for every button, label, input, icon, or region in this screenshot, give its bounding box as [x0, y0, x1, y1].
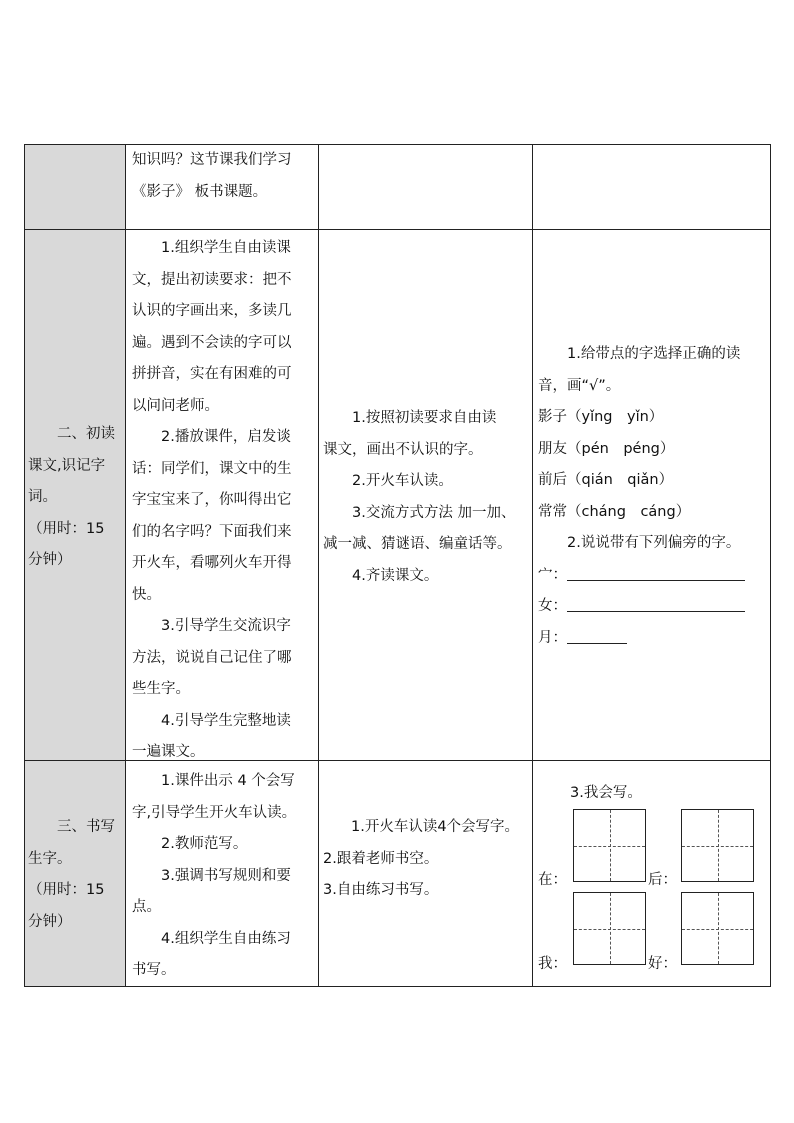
student-activity-cell [319, 761, 533, 986]
text-line: 2.开火车认读。 [352, 473, 453, 489]
radical-label: 女： [538, 598, 567, 614]
text-line: 4.引导学生完整地读 [161, 712, 291, 729]
text-line: 一遍课文。 [132, 744, 205, 760]
radical-line [538, 623, 770, 655]
text-line: 2.播放课件，启发谈 [161, 429, 291, 445]
text-line: 音，画“√”。 [538, 377, 621, 394]
radical-line [538, 560, 770, 592]
text-line: 1.按照初读要求自由读 [352, 410, 497, 426]
text-line: 课文，画出不认识的字。 [323, 441, 483, 458]
stage-duration: 分钟） [28, 552, 72, 568]
stage-duration: （用时：15 [28, 520, 105, 537]
text-line: 《影子》 板书课题。 [132, 183, 268, 200]
text-line: 书写。 [132, 962, 176, 978]
writing-grid[interactable] [573, 809, 646, 882]
stage-cell [25, 230, 126, 760]
text-line: 知识吗？这节课我们学习 [132, 152, 292, 168]
text-line: 快。 [132, 586, 161, 603]
lesson-table [24, 144, 771, 987]
pinyin-choice: 影子（yǐng yǐn） [538, 409, 664, 425]
text-line: 2.跟着老师书空。 [323, 850, 439, 867]
stage-title: 生字。 [28, 850, 72, 867]
exercise-cell [533, 230, 770, 760]
text-line: 减一减、猜谜语、编童话等。 [323, 536, 512, 552]
stage-cell [25, 145, 126, 229]
text-line: 以问问老师。 [132, 397, 219, 414]
teacher-activity-cell [126, 145, 319, 229]
exercise-cell [533, 761, 770, 986]
text-line: 话：同学们，课文中的生 [132, 460, 292, 477]
text-line: 1.给带点的字选择正确的读 [567, 346, 741, 362]
answer-line [567, 623, 627, 644]
text-line: 3.自由练习书写。 [323, 882, 439, 898]
text-line: 方法，说说自己记住了哪 [132, 649, 292, 666]
text-line: 文，提出初读要求：把不 [132, 271, 292, 288]
text-line: 2.说说带有下列偏旁的字。 [567, 535, 741, 551]
radical-line [538, 591, 770, 623]
stage-title: 三、书写 [57, 819, 115, 835]
text-line: 些生字。 [132, 681, 190, 697]
text-line: 认识的字画出来，多读几 [132, 303, 292, 319]
text-line: 开火车，看哪列火车开得 [132, 555, 292, 571]
stage-title: 词。 [28, 489, 57, 505]
student-activity-cell [319, 230, 533, 760]
text-line: 点。 [132, 899, 161, 915]
stage-title: 二、初读 [57, 426, 115, 442]
text-line: 1.开火车认读4个会写字。 [351, 819, 520, 835]
stage-duration: 分钟） [28, 913, 72, 930]
pinyin-choice: 前后（qián qiǎn） [538, 472, 674, 488]
table-row [25, 230, 770, 761]
writing-grid[interactable] [681, 809, 754, 882]
pinyin-choice: 朋友（pén péng） [538, 440, 675, 457]
answer-line [567, 591, 745, 612]
answer-line [567, 560, 745, 581]
table-row [25, 145, 770, 230]
text-line: 4.组织学生自由练习 [161, 930, 291, 947]
text-line: 3.交流方式方法 加一加、 [352, 504, 516, 521]
radical-label: 宀： [538, 566, 567, 583]
char-label: 在： [538, 872, 567, 888]
text-line: 们的名字吗？下面我们来 [132, 523, 292, 540]
teacher-activity-cell [126, 761, 319, 986]
table-row [25, 761, 770, 986]
text-line: 1.课件出示 4 个会写 [161, 773, 295, 789]
exercise-title: 3.我会写。 [570, 785, 642, 801]
text-line: 1.组织学生自由读课 [161, 240, 291, 256]
exercise-cell [533, 145, 770, 229]
student-activity-cell [319, 145, 533, 229]
stage-duration: （用时：15 [28, 882, 105, 898]
stage-title: 课文,识记字 [28, 457, 106, 474]
char-label: 我： [538, 956, 567, 972]
char-label: 好： [648, 956, 677, 972]
char-label: 后： [648, 872, 677, 888]
teacher-activity-cell [126, 230, 319, 760]
text-line: 4.齐读课文。 [352, 567, 439, 584]
text-line: 拼拼音，实在有困难的可 [132, 366, 292, 382]
text-line: 3.引导学生交流识字 [161, 618, 291, 634]
stage-cell [25, 761, 126, 986]
writing-grid[interactable] [573, 892, 646, 965]
pinyin-choice: 常常（cháng cáng） [538, 503, 691, 520]
text-line: 3.强调书写规则和要 [161, 867, 291, 884]
text-line: 2.教师范写。 [161, 836, 248, 852]
text-line: 字,引导学生开火车认读。 [132, 804, 297, 821]
writing-grid[interactable] [681, 892, 754, 965]
text-line: 字宝宝来了，你叫得出它 [132, 492, 292, 508]
text-line: 遍。遇到不会读的字可以 [132, 334, 292, 351]
radical-label: 月： [538, 629, 567, 646]
